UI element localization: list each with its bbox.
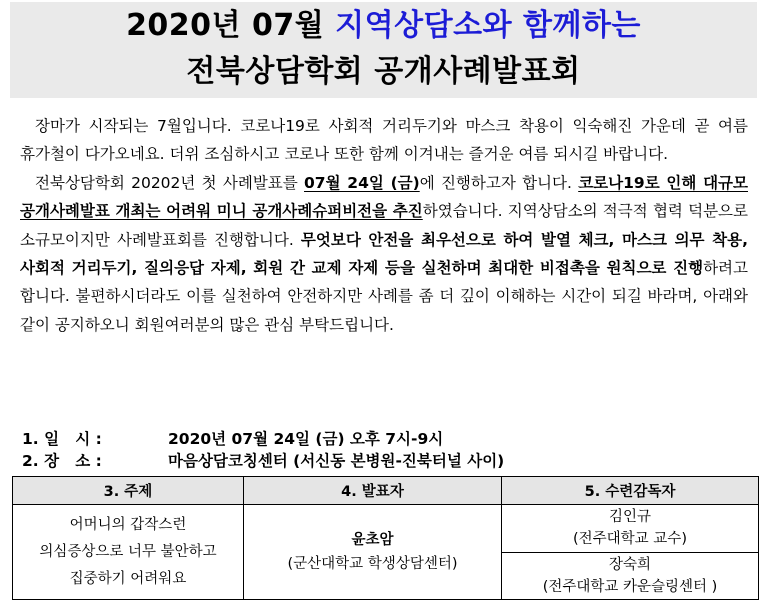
topic-line: 집중하기 어려워요: [69, 570, 187, 587]
header-supervisor: 5. 수련감독자: [502, 477, 759, 505]
paragraph-2: [20, 169, 748, 339]
supervisor-cell-1: [502, 505, 759, 553]
info-date: [22, 428, 443, 450]
title-banner: [10, 2, 757, 98]
event-date-highlight: 07월 24일 (금): [304, 173, 420, 192]
presenter-name: 윤초암: [351, 532, 394, 548]
p2-text-d: 하려고 합니다. 불편하시더라도 이를 실천하여 안전하지만 사례를 좀 더 깊이 이해하는 시간이 되길 바라며, 아래와 같이 공지하오니 회원여러분의 많은 관심 부탁드립니다.: [20, 259, 748, 334]
info-place: [22, 450, 504, 472]
p2-text-c: 하였습니다. 지역상담소의 적극적 협력 덕분으로 소규모이지만 사례발표회를 진행합니다.: [20, 202, 748, 249]
place-label: 2. 장 소 :: [22, 452, 102, 470]
topic-cell: [13, 505, 244, 600]
supervisor-name: 장숙희: [608, 556, 652, 573]
header-presenter: 4. 발표자: [244, 477, 502, 505]
supervisor-affiliation: (전주대학교 카운슬링센터 ): [542, 578, 718, 595]
schedule-table: [12, 476, 759, 600]
date-label: 1. 일 시 :: [22, 430, 102, 448]
presenter-affiliation: (군산대학교 학생상담센터): [287, 556, 458, 572]
title-date: 2020년 07월: [126, 8, 325, 43]
title-accent: 지역상담소와 함께하는: [335, 8, 641, 43]
supervisor-cell-2: [502, 552, 759, 600]
topic-line: 어머니의 갑작스런: [69, 516, 187, 533]
table-row: [13, 505, 759, 553]
date-value: 2020년 07월 24일 (금) 오후 7시-9시: [168, 430, 444, 448]
title-line-1: [10, 6, 757, 46]
paragraph-1: 장마가 시작되는 7월입니다. 코로나19로 사회적 거리두기와 마스크 착용이 익숙해진 가운데 곧 여름 휴가철이 다가오네요. 더위 조심하시고 코로나 또한 함께 이겨내는 즐거운 여름 되시길 바랍니다.: [20, 117, 748, 164]
table-header-row: [13, 477, 759, 505]
p2-text-a: 전북상담학회 20202년 첫 사례발표를: [35, 173, 305, 192]
place-value: 마음상담코칭센터 (서신동 본병원-진북터널 사이): [168, 452, 505, 470]
topic-line: 의심증상으로 너무 불안하고: [39, 543, 217, 560]
body-text: [20, 112, 748, 339]
presenter-cell: [244, 505, 502, 600]
p2-text-b: 에 진행하고자 합니다.: [419, 173, 579, 192]
safety-rules-highlight: 무엇보다 안전을 최우선으로 하여 발열 체크, 마스크 의무 착용, 사회적 거리두기, 질의응답 자제, 회원 간 교제 자제 등을 실천하며 최대한 비접촉을 원칙으로 진행: [20, 230, 748, 278]
format-notice-highlight: 코로나19로 인해 대규모 공개사례발표 개최는 어려워 미니 공개사례슈퍼비전을 추진: [20, 173, 748, 221]
supervisor-name: 김인규: [608, 509, 652, 526]
supervisor-affiliation: (전주대학교 교수): [573, 531, 687, 548]
title-line-2: 전북상담학회 공개사례발표회: [186, 54, 581, 89]
header-topic: 3. 주제: [13, 477, 244, 505]
